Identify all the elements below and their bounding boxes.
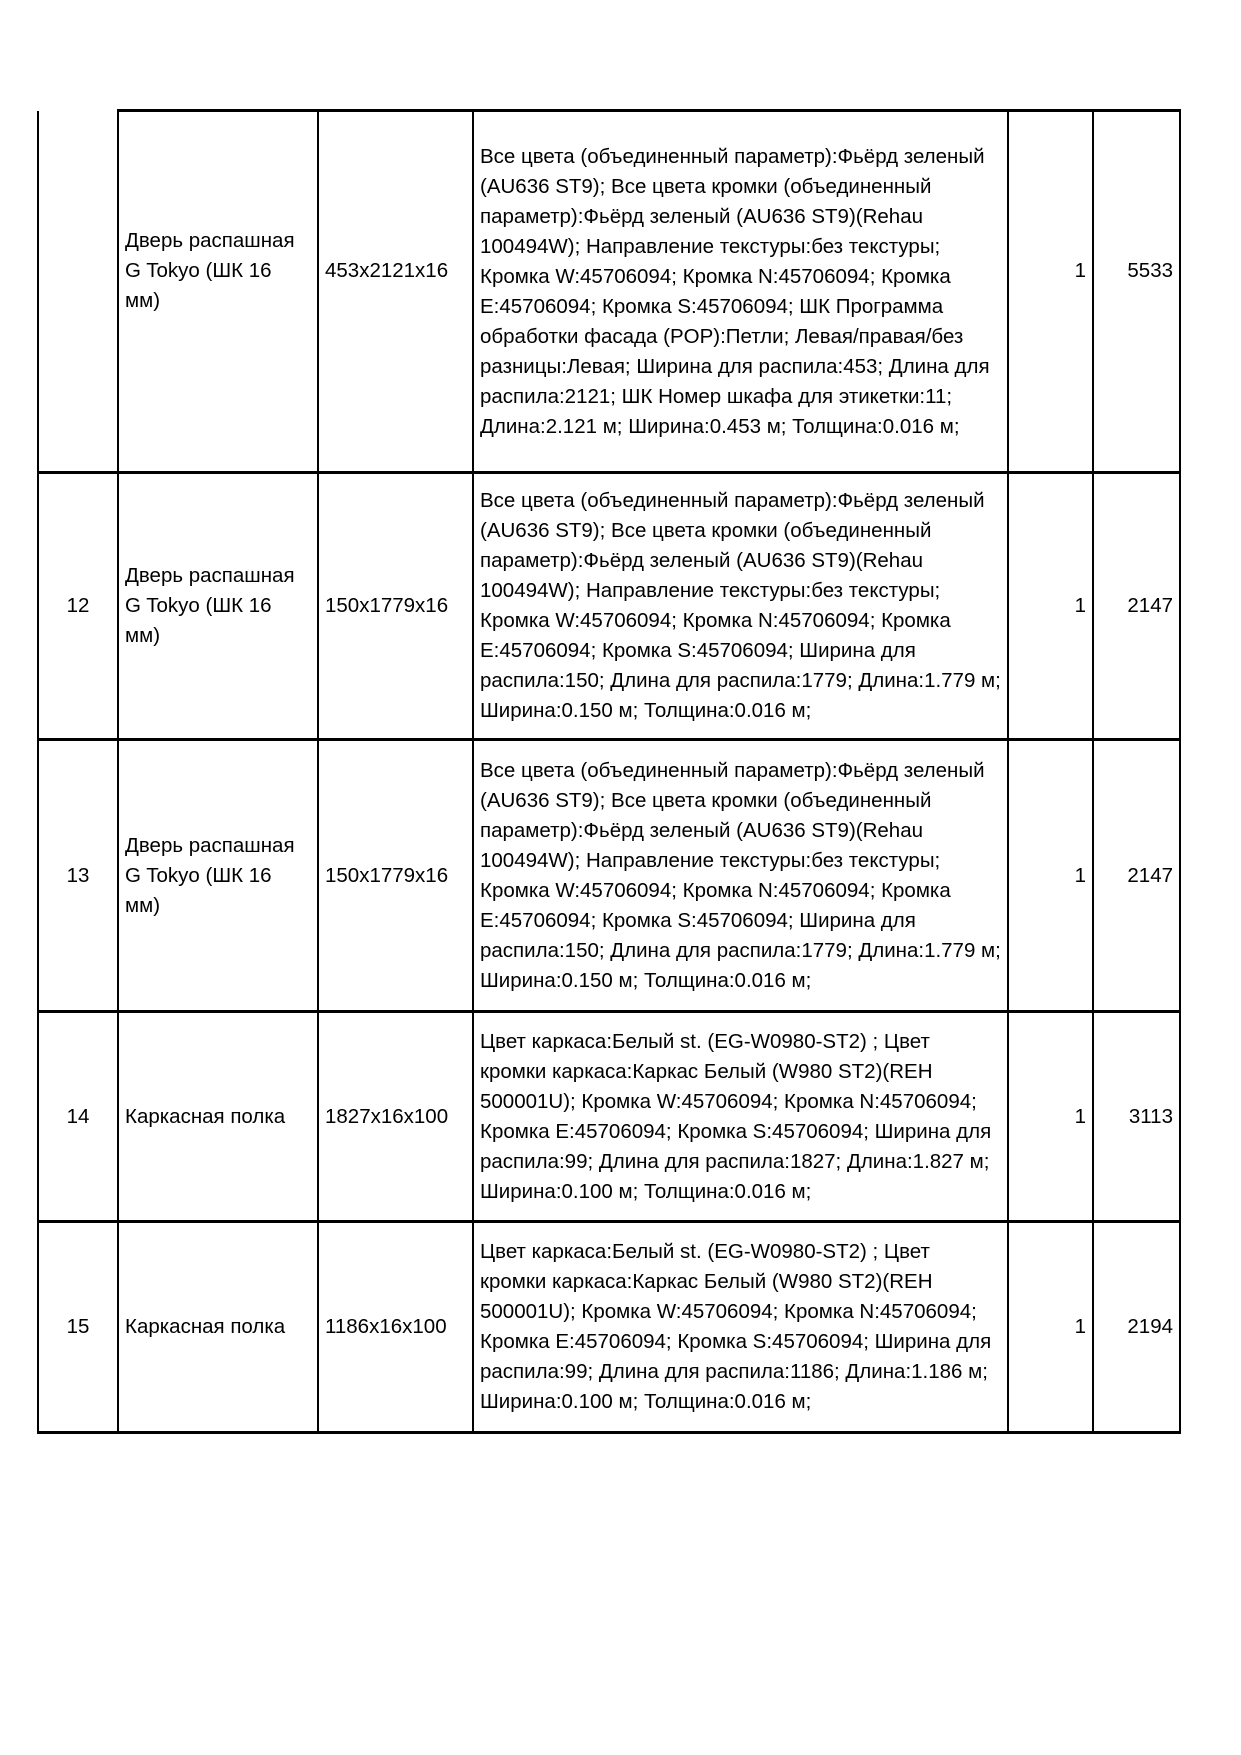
price-cell: 2147 — [1093, 473, 1180, 740]
quantity-cell: 1 — [1008, 473, 1093, 740]
table-row — [38, 1012, 1180, 1222]
item-name-cell: Дверь распашная G Tokyo (ШК 16 мм) — [118, 111, 318, 473]
price-cell: 3113 — [1093, 1012, 1180, 1222]
price-cell: 2194 — [1093, 1222, 1180, 1433]
items-table — [37, 109, 1181, 1434]
row-number-cell: 14 — [38, 1012, 118, 1222]
item-description-cell: Цвет каркаса:Белый st. (EG-W0980-ST2) ; Цвет кромки каркаса:Каркас Белый (W980 ST2)(REH 500001U); Кромка W:45706094; Кромка N:45706094; Кромка E:45706094; Кромка S:45706094; Ширина для распила:99; Длина для распила:1186; Длина:1.186 м; Ширина:0.100 м; Толщина:0.016 м; — [473, 1222, 1008, 1433]
item-description-cell: Все цвета (объединенный параметр):Фьёрд зеленый (AU636 ST9); Все цвета кромки (объединенный параметр):Фьёрд зеленый (AU636 ST9)(Rehau 100494W); Направление текстуры:без текстуры; Кромка W:45706094; Кромка N:45706094; Кромка E:45706094; Кромка S:45706094; ШК Программа обработки фасада (POP):Петли; Левая/правая/без разницы:Левая; Ширина для распила:453; Длина для распила:2121; ШК Номер шкафа для этикетки:11; Длина:2.121 м; Ширина:0.453 м; Толщина:0.016 м; — [473, 111, 1008, 473]
item-description-cell: Все цвета (объединенный параметр):Фьёрд зеленый (AU636 ST9); Все цвета кромки (объединенный параметр):Фьёрд зеленый (AU636 ST9)(Rehau 100494W); Направление текстуры:без текстуры; Кромка W:45706094; Кромка N:45706094; Кромка E:45706094; Кромка S:45706094; Ширина для распила:150; Длина для распила:1779; Длина:1.779 м; Ширина:0.150 м; Толщина:0.016 м; — [473, 473, 1008, 740]
quantity-cell: 1 — [1008, 740, 1093, 1012]
price-cell: 2147 — [1093, 740, 1180, 1012]
item-dimensions-cell: 453x2121x16 — [318, 111, 473, 473]
quantity-cell: 1 — [1008, 1012, 1093, 1222]
item-dimensions-cell: 1186x16x100 — [318, 1222, 473, 1433]
quantity-cell: 1 — [1008, 1222, 1093, 1433]
row-number-cell — [38, 111, 118, 473]
item-name-cell: Дверь распашная G Tokyo (ШК 16 мм) — [118, 740, 318, 1012]
item-name-cell: Дверь распашная G Tokyo (ШК 16 мм) — [118, 473, 318, 740]
price-cell: 5533 — [1093, 111, 1180, 473]
row-number-cell: 12 — [38, 473, 118, 740]
item-name-cell: Каркасная полка — [118, 1222, 318, 1433]
item-dimensions-cell: 150x1779x16 — [318, 740, 473, 1012]
item-description-cell: Цвет каркаса:Белый st. (EG-W0980-ST2) ; Цвет кромки каркаса:Каркас Белый (W980 ST2)(REH 500001U); Кромка W:45706094; Кромка N:45706094; Кромка E:45706094; Кромка S:45706094; Ширина для распила:99; Длина для распила:1827; Длина:1.827 м; Ширина:0.100 м; Толщина:0.016 м; — [473, 1012, 1008, 1222]
table-row — [38, 1222, 1180, 1433]
item-name-cell: Каркасная полка — [118, 1012, 318, 1222]
table-row — [38, 111, 1180, 473]
item-dimensions-cell: 1827x16x100 — [318, 1012, 473, 1222]
quantity-cell: 1 — [1008, 111, 1093, 473]
table-row — [38, 740, 1180, 1012]
item-dimensions-cell: 150x1779x16 — [318, 473, 473, 740]
row-number-cell: 13 — [38, 740, 118, 1012]
item-description-cell: Все цвета (объединенный параметр):Фьёрд зеленый (AU636 ST9); Все цвета кромки (объединенный параметр):Фьёрд зеленый (AU636 ST9)(Rehau 100494W); Направление текстуры:без текстуры; Кромка W:45706094; Кромка N:45706094; Кромка E:45706094; Кромка S:45706094; Ширина для распила:150; Длина для распила:1779; Длина:1.779 м; Ширина:0.150 м; Толщина:0.016 м; — [473, 740, 1008, 1012]
table-row — [38, 473, 1180, 740]
row-number-cell: 15 — [38, 1222, 118, 1433]
